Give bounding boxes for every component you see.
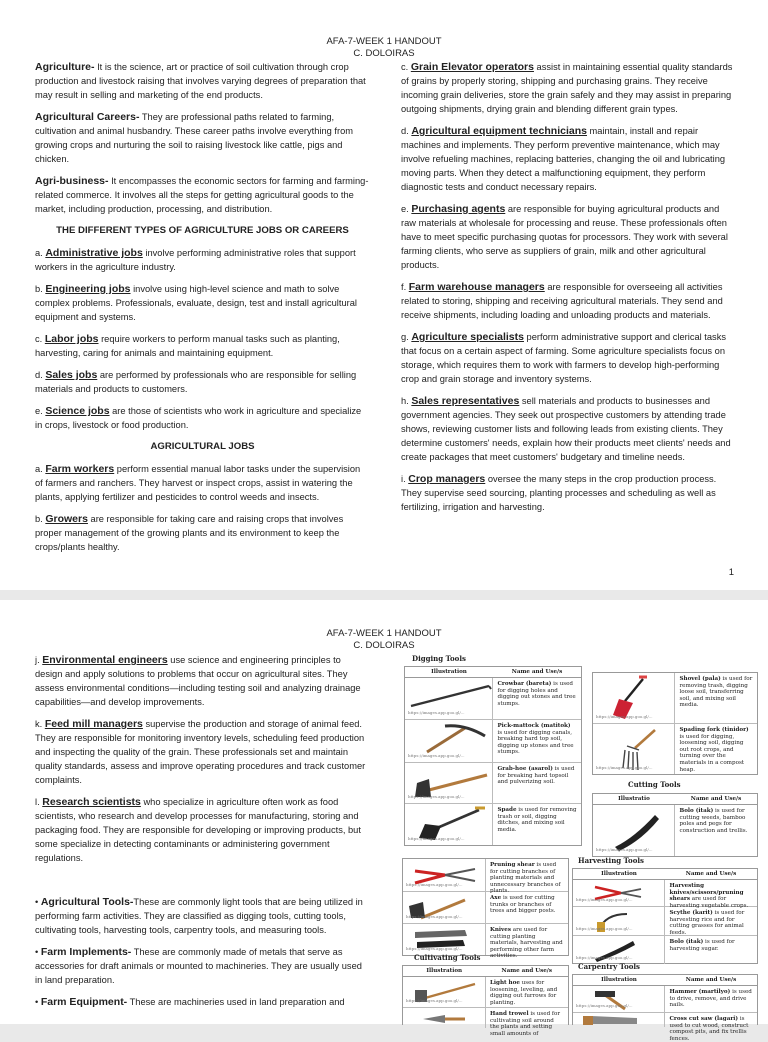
job-item: g. Agriculture specialists perform administrative support and clerical tasks that focus on a certain aspect of farming. Some agriculture specialists focus on storage, which requires them to work with farmers to develop high-performing crop and grain storage and inventory systems. [401, 331, 726, 384]
carpentry-tools-table: Illustration Name and Use/s https://images.app.goo.gl/... Hammer (martilyo) is used to drive, remove, and drive nails. Cross cut saw (lagari) is used to cut wood, construct compost pits, and fix trellis fences. [572, 974, 758, 1025]
table-row: Hand trowel is used for cultivating soil around the plants and setting small amounts of [403, 1008, 568, 1028]
right-column [401, 60, 736, 522]
job-type-item: e. Science jobs are those of scientists who work in agriculture and specialize in crops, livestock or food production. [35, 405, 362, 430]
digging-tools-title: Digging Tools [412, 654, 466, 663]
page-header [0, 36, 768, 60]
table-row: https://images.app.goo.gl/... Bolo (itak) is used for cutting weeds, bamboo poles and pegs for construction and trellis. [593, 805, 757, 856]
left-column [35, 653, 367, 1017]
table-row: https://images.app.goo.gl/... Spading fork (tinidor) is used for digging, loosening soil, digging out root crops, and turning over the materials in a compost heap. [593, 724, 757, 774]
crowbar-icon [407, 682, 491, 712]
pick-mattock-icon [407, 722, 491, 756]
table-row: https://images.app.goo.gl/... Bolo (itak) is used for harvesting sugar. [573, 936, 757, 964]
job-item: h. Sales representatives sell materials and products to businesses and government agencies. They seek out prospective customers by attending trade shows, reviewing customer lists and following leads from existing clients. They determine customers' needs, explain how their products meet clients' needs and create packages that meet customers' budgetary and timeline needs. [401, 395, 731, 462]
job-item: c. Grain Elevator operators assist in maintaining essential quality standards of grains by properly storing, shipping and purchasing grains. They receive incoming grain deliveries, store the grain safely and they may assist in preparing outgoing shipments, drying grain and blending different grain types. [401, 61, 733, 114]
table-row: https://images.app.goo.gl/... Spade is used for removing trash or soil, digging ditches, and mixing soil media. [405, 804, 581, 845]
harvesting-tools-title: Harvesting Tools [578, 856, 644, 865]
job-type-item: a. Administrative jobs involve performing administrative roles that support workers in the agriculture industry. [35, 247, 356, 272]
definition-agri-business: Agri-business- It encompasses the economic sectors for farming and farming- related commerce. It involves all the steps for getting agricultural goods to the market, including production, processing, and distribution. [35, 175, 369, 214]
job-type-item: b. Engineering jobs involve using high-level science and math to solve complex problems. Professionals, evaluate, design, test and install agricultural equipment and systems. [35, 283, 357, 322]
section-heading-job-types: THE DIFFERENT TYPES OF AGRICULTURE JOBS OR CAREERS [56, 225, 349, 236]
hand-trowel-icon [405, 1009, 485, 1027]
job-item: k. Feed mill managers supervise the production and storage of animal feed. They are responsible for monitoring inventory levels, scheduling feed production and inspecting the quality of the grain. These professionals set and maintain quality standards, assess and improve operating procedures and track customer complaints. [35, 718, 366, 785]
definition-agricultural-careers: Agricultural Careers- They are professional paths related to farming, cultivation and animal husbandry. These career paths involve everything from growing crops and nurturing the soil to raising livestock like cattle, pigs and chicken. [35, 111, 353, 164]
table-row: https://images.app.goo.gl/... Grab-hoe (asarol) is used for breaking hard topsoil and pulverizing soil. [405, 763, 581, 804]
table-row: Cross cut saw (lagari) is used to cut wood, construct compost pits, and fix trellis fences. [573, 1013, 757, 1027]
cutting-tools-title: Cutting Tools [628, 780, 681, 789]
table-row: https://images.app.goo.gl/... Shovel (pala) is used for removing trash, digging loose soil, transferring soil, and mixing soil media. [593, 673, 757, 724]
table-row: https://images.app.goo.gl/... Scythe (karit) is used for harvesting rice and for cutting grasses for animal feeds. [573, 907, 757, 936]
bullet-item: • Agricultural Tools-These are commonly light tools that are being utilized in performing farm activities. They are classified as digging tools, cutting tools, cultivating tools, harvesting tools, carpentry tools, and measuring tools. [35, 896, 363, 935]
handout-title: AFA-7-WEEK 1 HANDOUT [326, 36, 442, 47]
job-item: f. Farm warehouse managers are responsible for overseeing all activities related to storing, shipping and receiving agricultural materials. They send and receive shipments, including loading and unloading products and materials. [401, 281, 723, 320]
cultivating-tools-title: Cultivating Tools [414, 953, 481, 962]
bullet-item: • Farm Equipment- These are machineries used in land preparation and [35, 996, 345, 1008]
table-row: https://images.app.goo.gl/... Hammer (martilyo) is used to drive, remove, and drive nails. [573, 986, 757, 1013]
handout-page-2 [0, 600, 768, 1042]
job-type-item: d. Sales jobs are performed by professionals who are responsible for selling materials and products to customers. [35, 369, 357, 394]
carpentry-tools-title: Carpentry Tools [578, 962, 641, 971]
table-row: https://images.app.goo.gl/... Knives are used for cutting planting materials, harvesting and performing other farm activities. [403, 924, 568, 955]
table-row: https://images.app.goo.gl/... Pick-mattock (matitok) is used for digging canals, breaking hard top soil, digging up stones and tree stumps. [405, 720, 581, 763]
table-row: https://images.app.goo.gl/... Crowbar (bareta) is used for digging holes and digging out stones and tree stumps. [405, 678, 581, 720]
cross-cut-saw-icon [575, 1014, 655, 1026]
table-row: https://images.app.goo.gl/... Axe is used for cutting trunks or branches of trees and bigger posts. [403, 892, 568, 924]
spade-icon [407, 806, 491, 840]
tools-figure [398, 654, 758, 1042]
page-header [0, 628, 768, 652]
job-item: i. Crop managers oversee the many steps in the crop production process. They supervise seed sourcing, planting processes and scheduling as well as fertilizing, irrigation and harvesting. [401, 473, 717, 512]
cultivating-tools-table: Illustration Name and Use/s https://images.app.goo.gl/... Light hoe uses for loosening, leveling, and digging out furrows for planting. Hand trowel is used for cultivating soil around the plants and setting small amounts of [402, 965, 569, 1025]
job-item: l. Research scientists who specialize in agriculture often work as food scientists, who research and develop processes for manufacturing, storing and packaging food. They are responsible for developing or improving products, but some specialize in detecting contaminants or administering government regulations. [35, 796, 361, 863]
handout-title: AFA-7-WEEK 1 HANDOUT [326, 628, 442, 639]
definition-agriculture: Agriculture- It is the science, art or practice of soil cultivation through crop production and livestock raising that involves varying degrees of preparation that may result in selling and marketing of the end products. [35, 61, 366, 100]
table-row: https://images.app.goo.gl/... Pruning shear is used for cutting branches of planting materials and unnecessary branches of plants. [403, 859, 568, 892]
bullet-item: • Farm Implements- These are commonly made of metals that serve as accessories for draft animals or mounted to machineries. They are usually used in land preparation. [35, 946, 362, 985]
handout-author: C. DOLOIRAS [353, 48, 415, 59]
job-item: a. Farm workers perform essential manual labor tasks under the supervision of farmers and ranchers. They harvest or inspect crops, assist in watering the plants, applying fertilizer and pesticides to control weeds and insects. [35, 463, 361, 502]
bolo-icon [595, 807, 675, 853]
digging-tools-table-2 [592, 672, 758, 775]
harvesting-tools-table: Illustration Name and Use/s https://images.app.goo.gl/... Harvesting knives/scissors/pruning shears are used for harvesting vegetable crops. https://images.app.goo.gl/... Scythe (karit) is used for harvesting rice and for cutting grasses for animal feeds. https://images.app.goo.gl/... Bolo (itak) is used for harvesting sugar. [572, 868, 758, 964]
job-item: d. Agricultural equipment technicians maintain, install and repair machines and implements. They perform preventive maintenance, which may involve refueling machines, replacing batteries, changing the oil and lubricating moving parts. When they detect a malfunctioning equipment, they perform diagnostic tests and conduct necessary repairs. [401, 125, 726, 192]
page-number: 1 [728, 567, 734, 578]
left-column [35, 60, 370, 562]
job-item: e. Purchasing agents are responsible for buying agricultural products and raw materials at wholesale for processing and reuse. These professionals often have to meet specific purchasing quotas for processors. They work with several farming clients, who serve as suppliers of grain, milk and other agricultural products. [401, 203, 728, 270]
digging-tools-table: Illustration Name and Use/s https://images.app.goo.gl/... Crowbar (bareta) is used for digging holes and digging out stones and tree stumps. https://images.app.goo.gl/... Pick-mattock (matitok) is used for digging canals, breaking hard top soil, digging up stones and tree stumps. https://images.app.goo.gl/... Grab-hoe (asarol) is used for breaking hard topsoil and pulverizing soil. https://images.app.goo.gl/... Spade is used for removing trash or soil, digging ditches, and mixing soil media. [404, 666, 582, 846]
handout-author: C. DOLOIRAS [353, 640, 415, 651]
table-row: https://images.app.goo.gl/... Light hoe uses for loosening, leveling, and digging out furrows for planting. [403, 977, 568, 1008]
section-heading-agricultural-jobs: AGRICULTURAL JOBS [150, 441, 255, 452]
job-type-item: c. Labor jobs require workers to perform manual tasks such as planting, harvesting, caring for animals and maintaining equipment. [35, 333, 340, 358]
cutting-tools-table: Illustratio Name and Use/s https://images.app.goo.gl/... Bolo (itak) is used for cutting weeds, bamboo poles and pegs for construction and trellis. [592, 793, 758, 857]
job-item: b. Growers are responsible for taking care and raising crops that involves proper management of the growing plants and its environment to keep the crops/plants healthy. [35, 513, 344, 552]
job-item: j. Environmental engineers use science and engineering principles to design and apply solutions to problems that occur on agricultural sites. They assess environmental conditions—including testing soil and analyzing drainage capabilities—and develop improvements. [35, 654, 361, 707]
table-row: https://images.app.goo.gl/... Harvesting knives/scissors/pruning shears are used for harvesting vegetable crops. [573, 880, 757, 907]
